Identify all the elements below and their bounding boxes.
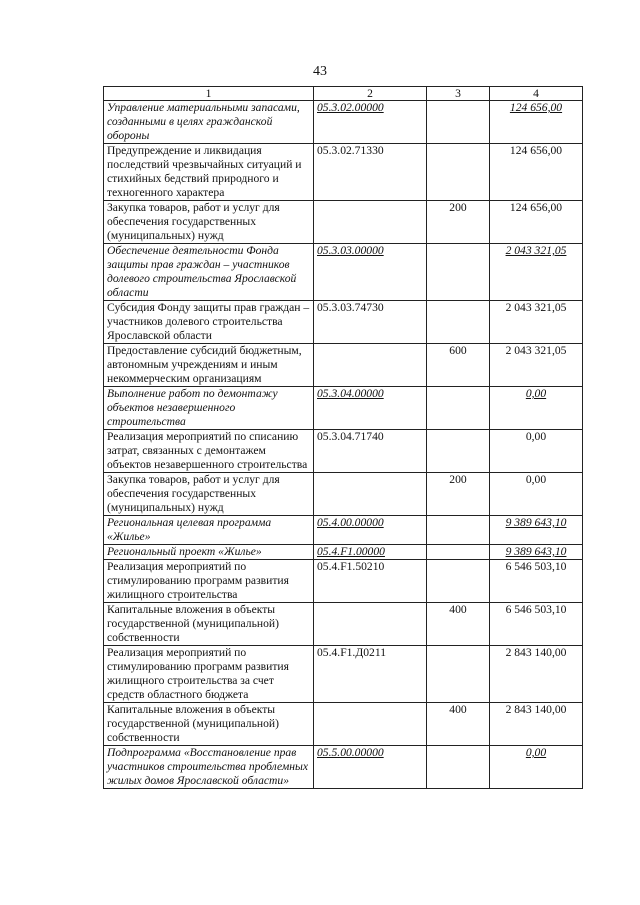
budget-table [103,86,583,789]
table-row [104,746,583,789]
row-amount-cell: 2 043 321,05 [490,344,583,387]
row-code-cell [314,703,427,746]
row-kind-cell [427,387,490,430]
row-amount-cell: 0,00 [490,473,583,516]
table-row [104,646,583,703]
row-kind-cell [427,560,490,603]
row-kind-cell [427,144,490,201]
table-row [104,473,583,516]
row-name-cell: Субсидия Фонду защиты прав граждан – участников долевого строительства Ярославской области [104,301,314,344]
row-code-cell: 05.4.F1.50210 [314,560,427,603]
row-name-cell: Закупка товаров, работ и услуг для обеспечения государственных (муниципальных) нужд [104,473,314,516]
row-code-cell: 05.3.03.74730 [314,301,427,344]
column-header-3: 3 [427,87,490,101]
row-code-cell: 05.4.F1.Д0211 [314,646,427,703]
row-name-cell: Управление материальными запасами, созданными в целях гражданской обороны [104,101,314,144]
row-name-cell: Реализация мероприятий по стимулированию программ развития жилищного строительства [104,560,314,603]
row-amount-cell: 0,00 [490,746,583,789]
row-name-cell: Предоставление субсидий бюджетным, автономным учреждениям и иным некоммерческим организациям [104,344,314,387]
row-amount-cell: 6 546 503,10 [490,560,583,603]
row-code-cell: 05.4.F1.00000 [314,545,427,560]
row-name-cell: Капитальные вложения в объекты государственной (муниципальной) собственности [104,603,314,646]
row-name-cell: Капитальные вложения в объекты государственной (муниципальной) собственности [104,703,314,746]
row-amount-cell: 2 043 321,05 [490,301,583,344]
row-kind-cell: 400 [427,603,490,646]
table-row [104,344,583,387]
row-name-cell: Региональный проект «Жилье» [104,545,314,560]
row-code-cell: 05.3.02.71330 [314,144,427,201]
table-row [104,603,583,646]
row-amount-cell: 2 843 140,00 [490,646,583,703]
table-row [104,244,583,301]
row-kind-cell: 200 [427,201,490,244]
row-kind-cell: 400 [427,703,490,746]
page-number: 43 [313,64,327,79]
row-amount-cell: 124 656,00 [490,144,583,201]
row-code-cell: 05.3.04.71740 [314,430,427,473]
row-amount-cell: 9 389 643,10 [490,545,583,560]
row-name-cell: Региональная целевая программа «Жилье» [104,516,314,545]
table-row [104,430,583,473]
row-code-cell: 05.4.00.00000 [314,516,427,545]
table-row [104,201,583,244]
row-code-cell: 05.5.00.00000 [314,746,427,789]
table-row [104,516,583,545]
row-name-cell: Реализация мероприятий по списанию затрат, связанных с демонтажем объектов незавершенного строительства [104,430,314,473]
row-kind-cell [427,516,490,545]
row-code-cell: 05.3.02.00000 [314,101,427,144]
row-name-cell: Реализация мероприятий по стимулированию программ развития жилищного строительства за счет средств областного бюджета [104,646,314,703]
row-kind-cell [427,244,490,301]
row-kind-cell [427,101,490,144]
row-code-cell: 05.3.03.00000 [314,244,427,301]
table-row [104,545,583,560]
table-row [104,703,583,746]
row-amount-cell: 9 389 643,10 [490,516,583,545]
row-kind-cell [427,545,490,560]
row-code-cell [314,473,427,516]
table-row [104,387,583,430]
row-code-cell: 05.3.04.00000 [314,387,427,430]
table-row [104,560,583,603]
row-amount-cell: 0,00 [490,430,583,473]
row-kind-cell [427,301,490,344]
row-amount-cell: 124 656,00 [490,101,583,144]
row-name-cell: Предупреждение и ликвидация последствий чрезвычайных ситуаций и стихийных бедствий природного и техногенного характера [104,144,314,201]
row-code-cell [314,603,427,646]
column-header-2: 2 [314,87,427,101]
row-name-cell: Закупка товаров, работ и услуг для обеспечения государственных (муниципальных) нужд [104,201,314,244]
table-row [104,101,583,144]
row-kind-cell: 600 [427,344,490,387]
row-amount-cell: 6 546 503,10 [490,603,583,646]
row-kind-cell [427,746,490,789]
row-amount-cell: 2 843 140,00 [490,703,583,746]
table-row [104,301,583,344]
table-body [104,101,583,789]
row-name-cell: Выполнение работ по демонтажу объектов незавершенного строительства [104,387,314,430]
row-code-cell [314,344,427,387]
row-amount-cell: 2 043 321,05 [490,244,583,301]
row-kind-cell [427,646,490,703]
table-header-row [104,87,583,101]
row-kind-cell [427,430,490,473]
row-code-cell [314,201,427,244]
column-header-4: 4 [490,87,583,101]
row-name-cell: Подпрограмма «Восстановление прав участников строительства проблемных жилых домов Ярославской области» [104,746,314,789]
row-amount-cell: 124 656,00 [490,201,583,244]
table-row [104,144,583,201]
row-name-cell: Обеспечение деятельности Фонда защиты прав граждан – участников долевого строительства Ярославской области [104,244,314,301]
column-header-1: 1 [104,87,314,101]
row-kind-cell: 200 [427,473,490,516]
row-amount-cell: 0,00 [490,387,583,430]
